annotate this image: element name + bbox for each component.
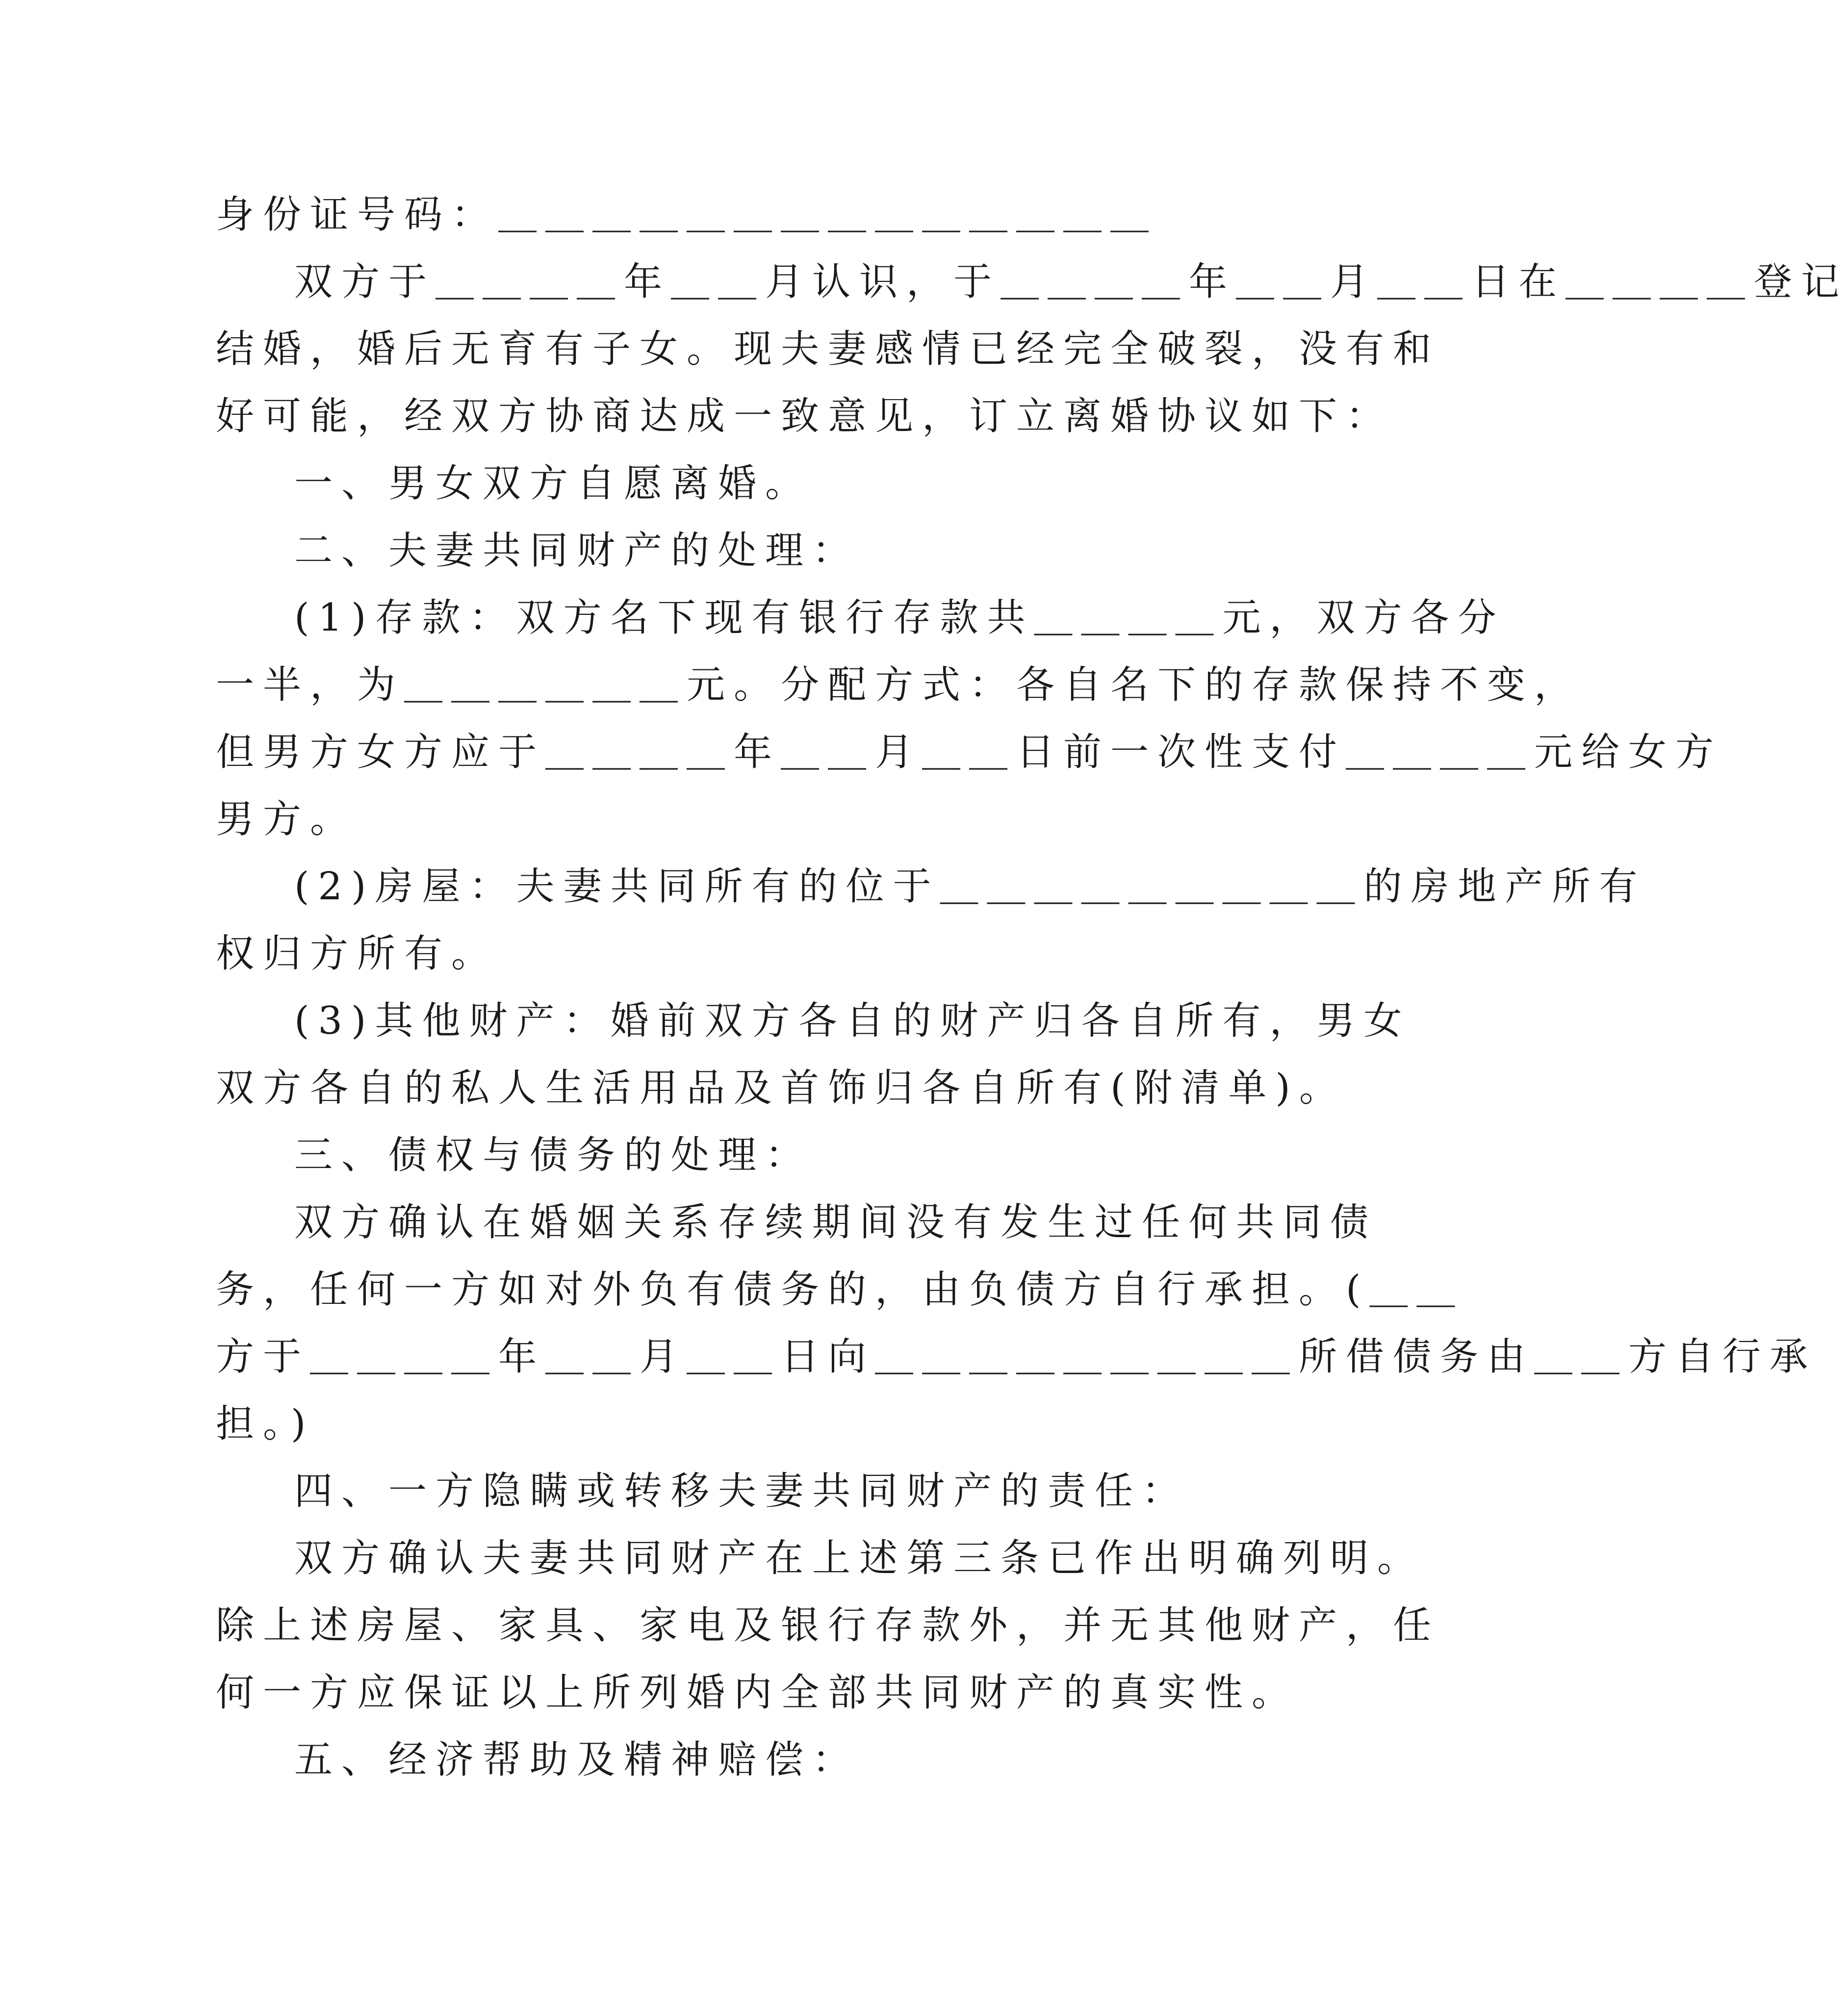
text-line: 双方确认在婚姻关系存续期间没有发生过任何共同债 [294, 1200, 1378, 1245]
text-line: 五、经济帮助及精神赔偿： [294, 1738, 860, 1782]
text-line: 务，任何一方如对外负有债务的，由负债方自行承担。(＿＿ [216, 1268, 1464, 1312]
text-line: 结婚，婚后无育有子女。现夫妻感情已经完全破裂，没有和 [216, 327, 1440, 371]
text-line: 但男方女方应于＿＿＿＿年＿＿月＿＿日前一次性支付＿＿＿＿元给女方 [216, 730, 1723, 774]
text-line: 双方确认夫妻共同财产在上述第三条已作出明确列明。 [294, 1536, 1425, 1580]
text-line: 一、男女双方自愿离婚。 [294, 461, 813, 506]
text-line: (2)房屋：夫妻共同所有的位于＿＿＿＿＿＿＿＿＿的房地产所有 [294, 864, 1646, 909]
agreement-text [216, 181, 1848, 1794]
text-line: 三、债权与债务的处理： [294, 1133, 813, 1177]
text-line: 双方各自的私人生活用品及首饰归各自所有(附清单)。 [216, 1066, 1346, 1110]
text-line: 权归方所有。 [216, 932, 499, 976]
text-line: 身份证号码：＿＿＿＿＿＿＿＿＿＿＿＿＿＿ [216, 193, 1158, 237]
text-line: 四、一方隐瞒或转移夫妻共同财产的责任： [294, 1469, 1189, 1513]
text-line: 担。) [216, 1402, 315, 1446]
text-line: (1)存款：双方名下现有银行存款共＿＿＿＿元，双方各分 [294, 596, 1505, 640]
text-line: 一半，为＿＿＿＿＿＿元。分配方式：各自名下的存款保持不变， [216, 663, 1582, 707]
text-line: 双方于＿＿＿＿年＿＿月认识，于＿＿＿＿年＿＿月＿＿日在＿＿＿＿登记 [294, 260, 1848, 304]
text-line: 何一方应保证以上所列婚内全部共同财产的真实性。 [216, 1671, 1299, 1715]
text-line: (3)其他财产：婚前双方各自的财产归各自所有，男女 [294, 999, 1411, 1043]
text-line: 除上述房屋、家具、家电及银行存款外，并无其他财产，任 [216, 1603, 1440, 1648]
text-line: 二、夫妻共同财产的处理： [294, 529, 860, 573]
text-line: 方于＿＿＿＿年＿＿月＿＿日向＿＿＿＿＿＿＿＿＿所借债务由＿＿方自行承 [216, 1335, 1817, 1379]
text-line: 男方。 [216, 797, 358, 841]
text-line: 好可能，经双方协商达成一致意见，订立离婚协议如下： [216, 394, 1393, 438]
